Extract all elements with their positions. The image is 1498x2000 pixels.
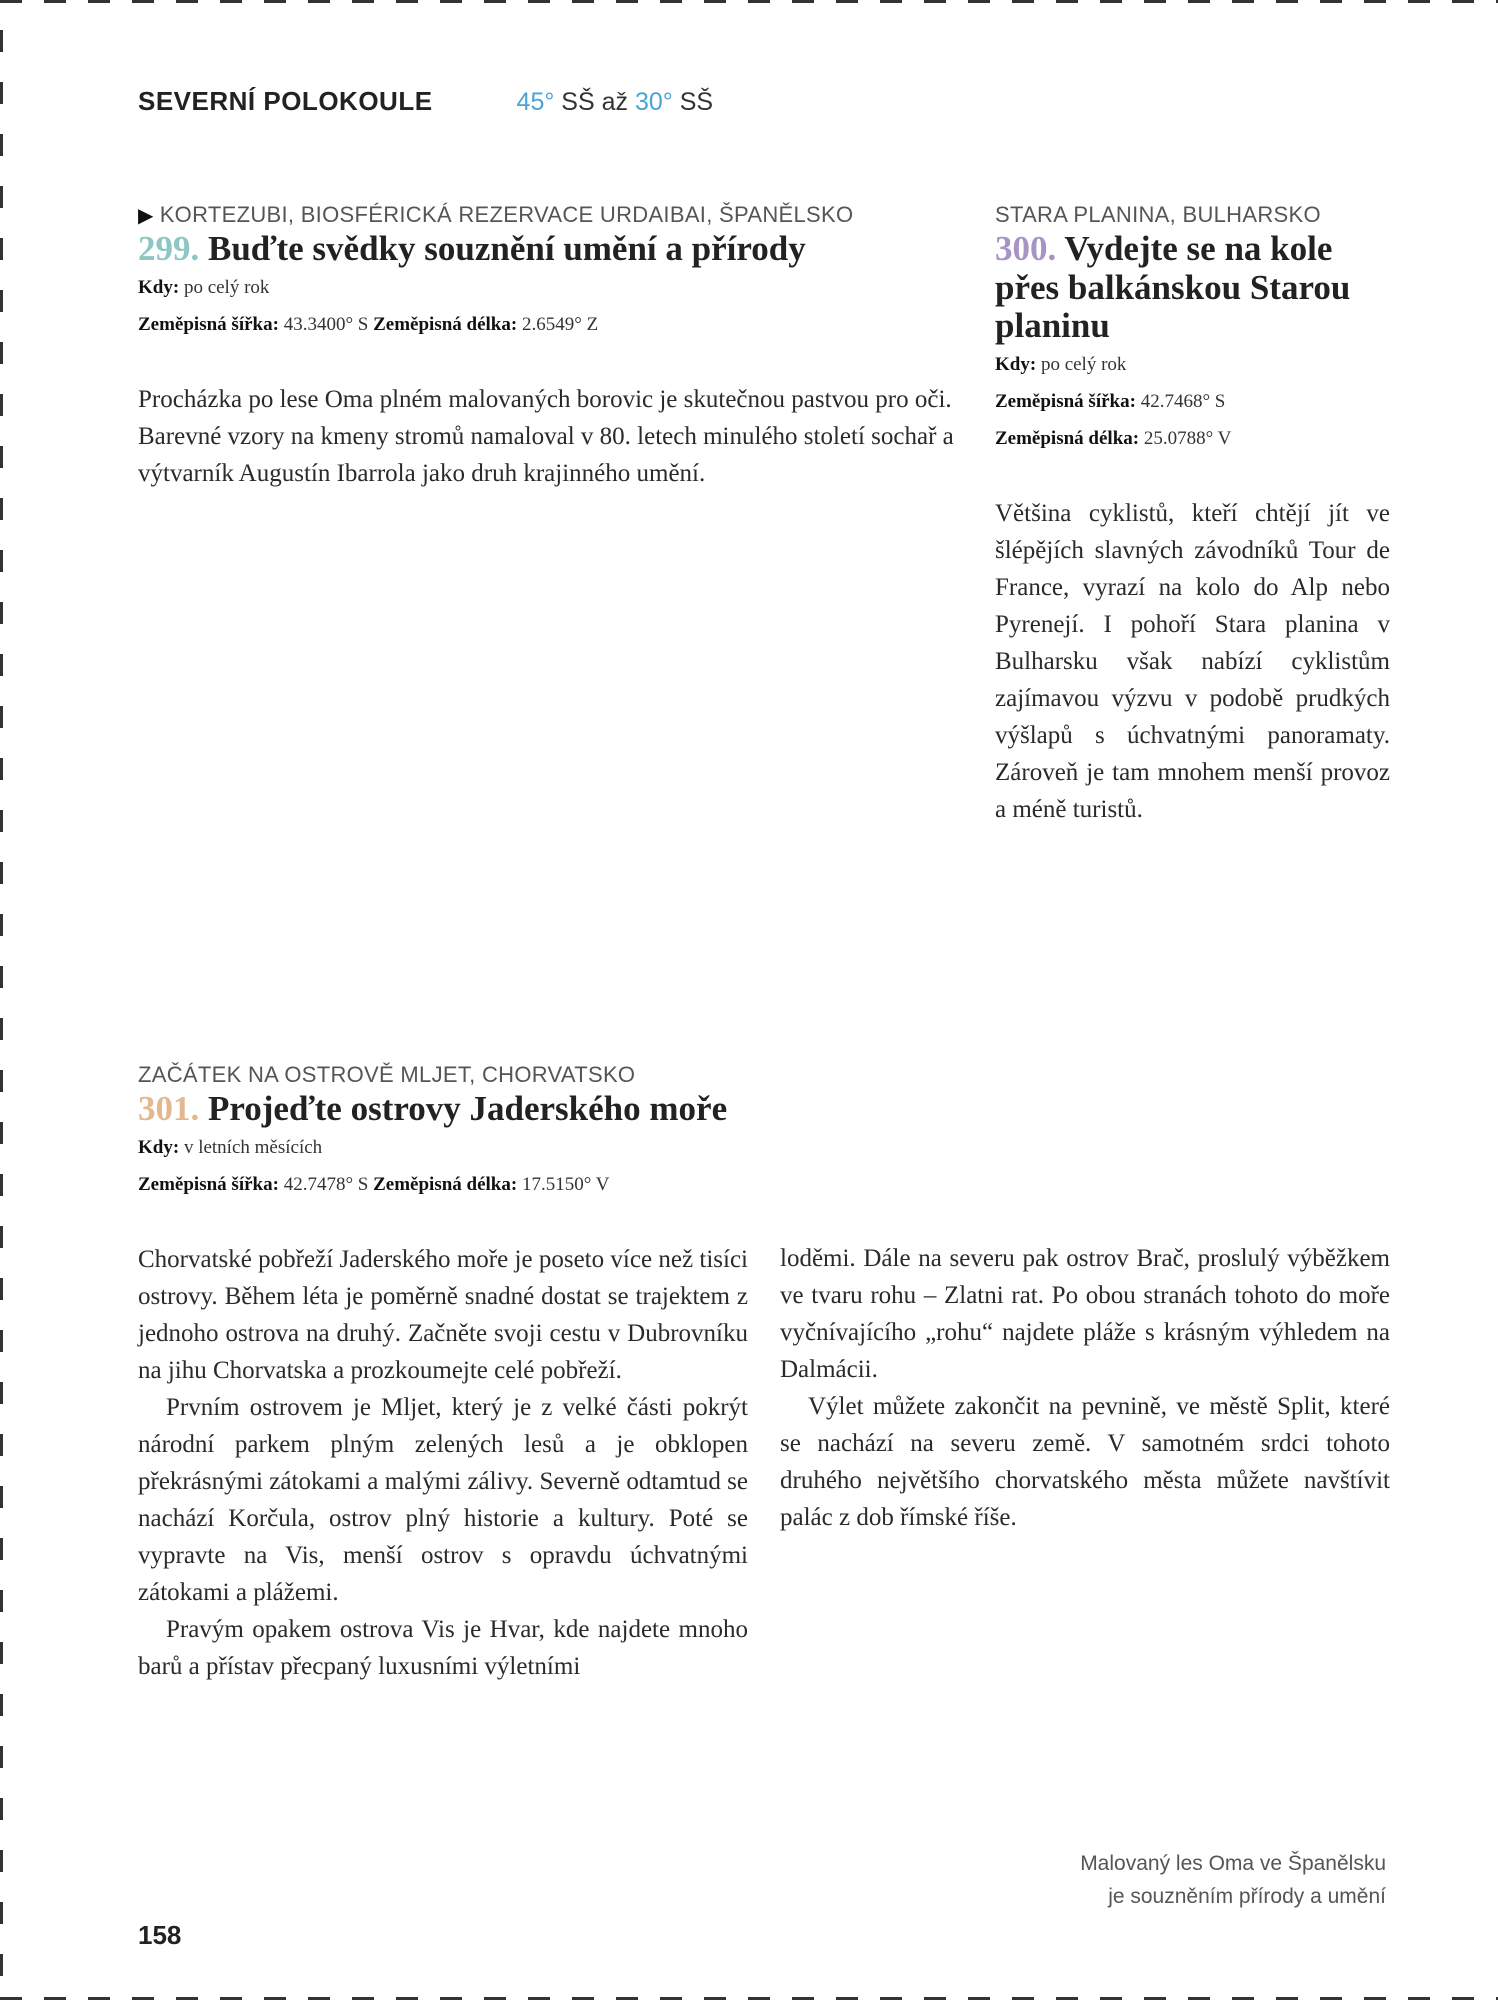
entry-meta: [138, 1129, 748, 1203]
entry-299: [138, 202, 958, 492]
latitude-line: Zeměpisná šířka: 42.7468° S: [995, 390, 1226, 412]
crop-mark-left: [0, 0, 3, 2000]
when-line: Kdy: po celý rok: [995, 353, 1127, 375]
paragraph: loděmi. Dále na severu pak ostrov Brač, proslulý výběžkem ve tvaru rohu – Zlatni rat. Po obou stranách tohoto do moře vyčnívajícího „rohu“ najdete pláže s krásným výhledem na Dalmácii.: [780, 1245, 1390, 1383]
entry-body-column-1: [138, 1241, 748, 1685]
latitude-range: 45° SŠ až 30° SŠ: [516, 88, 714, 116]
range-from: 45°: [516, 88, 555, 116]
entry-body: [138, 381, 958, 492]
longitude-line: Zeměpisná délka: 25.0788° V: [995, 427, 1232, 449]
entry-title: 301. Projeďte ostrovy Jaderského moře: [138, 1089, 728, 1129]
entry-300: [995, 202, 1390, 828]
coordinates-line: Zeměpisná šířka: 42.7478° S Zeměpisná délka: 17.5150° V: [138, 1173, 610, 1195]
entry-title: 300. Vydejte se na kole přes balkánskou Starou planinu: [995, 229, 1351, 346]
section-title: SEVERNÍ POLOKOULE: [138, 86, 433, 116]
entry-number: 299.: [138, 229, 200, 269]
entry-body: [995, 495, 1390, 828]
paragraph: Výlet můžete zakončit na pevnině, ve městě Split, které se nachází na severu země. V samotném srdci tohoto druhého největšího chorvatského města můžete navštívit palác z dob římské říše.: [780, 1393, 1390, 1531]
entry-number: 300.: [995, 229, 1057, 269]
entry-body-column-2: [780, 1240, 1390, 1536]
running-head: [138, 86, 713, 117]
paragraph: Chorvatské pobřeží Jaderského moře je poseto více než tisíci ostrovy. Během léta je poměrně snadné dostat se trajektem z jednoho ostrova na druhý. Začněte svoji cestu v Dubrovníku na jihu Chorvatska a prozkoumejte celé pobřeží.: [138, 1245, 748, 1384]
entry-301: [138, 1062, 748, 1685]
photo-caption: Malovaný les Oma ve Španělsku je souzněním přírody a umění: [1080, 1852, 1386, 1908]
when-line: Kdy: po celý rok: [138, 276, 270, 298]
entry-location: ZAČÁTEK NA OSTROVĚ MLJET, CHORVATSKO: [138, 1062, 636, 1087]
coordinates-line: Zeměpisná šířka: 43.3400° S Zeměpisná délka: 2.6549° Z: [138, 313, 599, 335]
paragraph: Pravým opakem ostrova Vis je Hvar, kde najdete mnoho barů a přístav přecpaný luxusními výletními: [138, 1615, 748, 1680]
entry-location: STARA PLANINA, BULHARSKO: [995, 202, 1321, 227]
entry-meta: [138, 269, 958, 343]
when-line: Kdy: v letních měsících: [138, 1136, 323, 1158]
play-arrow-icon: ▶: [138, 205, 154, 227]
entry-number: 301.: [138, 1089, 200, 1129]
paragraph: Prvním ostrovem je Mljet, který je z velké části pokrýt národní parkem plným zelených lesů a je obklopen překrásnými zátokami a malými zálivy. Severně odtamtud se nachází Korčula, ostrov plný historie a kultury. Poté se vypravte na Vis, menší ostrov s opravdu úchvatnými zátokami a plážemi.: [138, 1393, 748, 1606]
crop-mark-top: [0, 0, 1498, 3]
entry-location: ▶ KORTEZUBI, BIOSFÉRICKÁ REZERVACE URDAIBAI, ŠPANĚLSKO: [138, 202, 854, 227]
range-to: 30°: [634, 88, 673, 116]
entry-meta: [995, 346, 1390, 457]
page-number: 158: [138, 1920, 182, 1950]
entry-title: 299. Buďte svědky souznění umění a přírody: [138, 229, 806, 269]
paragraph: Procházka po lese Oma plném malovaných borovic je skutečnou pastvou pro oči. Barevné vzory na kmeny stromů namaloval v 80. letech minulého století sochař a výtvarník Augustín Ibarrola jako druh krajinného umění.: [138, 385, 954, 487]
paragraph: Většina cyklistů, kteří chtějí jít ve šlépějích slavných závodníků Tour de France, vyrazí na kolo do Alp nebo Pyrenejí. I pohoří Stara planina v Bulharsku však nabízí cyklistům zajímavou výzvu v podobě prudkých výšlapů s úchvatnými panoramaty. Zároveň je tam mnohem menší provoz a méně turistů.: [995, 500, 1390, 824]
